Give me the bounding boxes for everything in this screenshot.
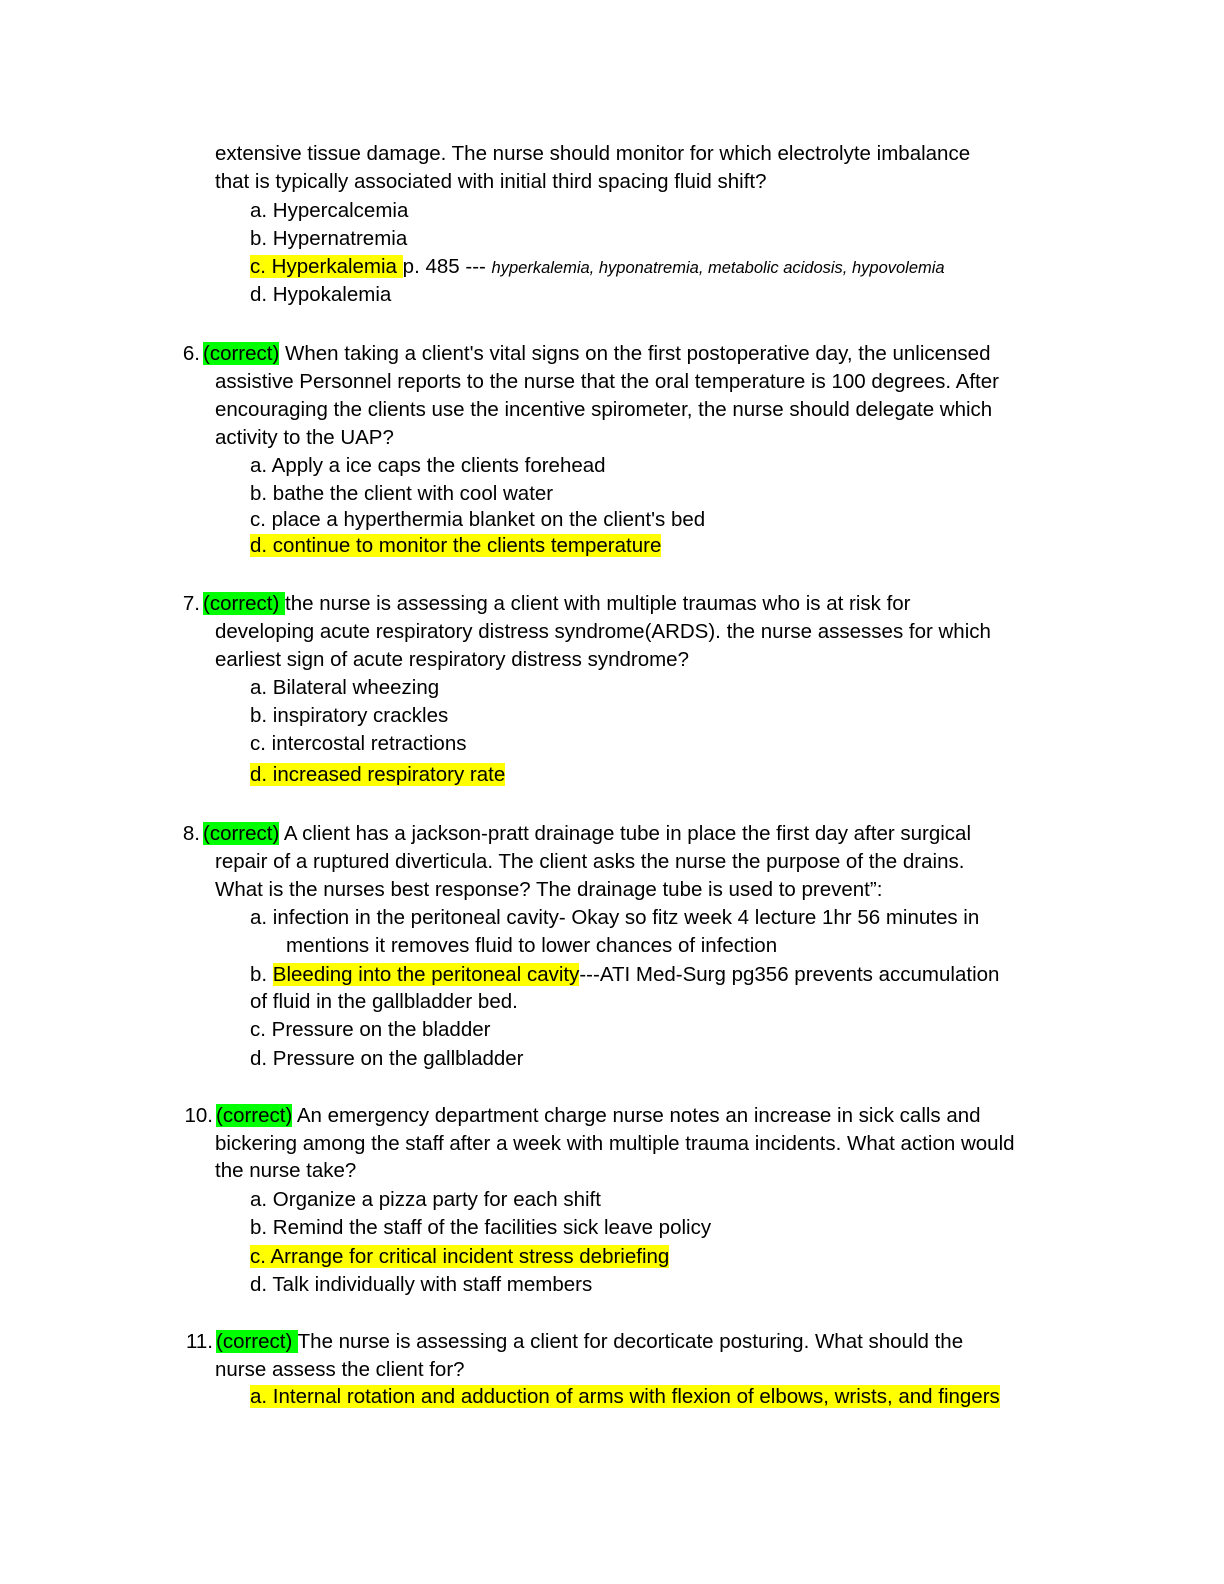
q11-number: 11. (186, 1330, 213, 1353)
q6-option-d (250, 532, 661, 560)
q10-correct-tag: (correct) (216, 1104, 293, 1127)
q6-answer-highlight: d. continue to monitor the clients temperature (250, 534, 662, 557)
q6-text-line-2: assistive Personnel reports to the nurse that the oral temperature is 100 degrees. After (215, 370, 999, 393)
q7-text-line-1 (203, 590, 911, 618)
q10-option-d: d. Talk individually with staff members (250, 1273, 593, 1296)
q5-option-c-note-italic: hyperkalemia, hyponatremia, metabolic acidosis, hypovolemia (491, 259, 945, 277)
q10-text-line-1-body: An emergency department charge nurse notes an increase in sick calls and (292, 1104, 981, 1127)
q11-text-line-1-body: The nurse is assessing a client for decorticate posturing. What should the (297, 1330, 964, 1353)
q6-option-b: b. bathe the client with cool water (250, 482, 554, 505)
q8-answer-highlight: Bleeding into the peritoneal cavity (272, 963, 580, 986)
q5-option-c-note: p. 485 --- (402, 255, 492, 278)
q8-text-line-2: repair of a ruptured diverticula. The client asks the nurse the purpose of the drains. (215, 850, 965, 873)
q10-text-line-3: the nurse take? (215, 1159, 357, 1182)
q8-option-b-note-continued: of fluid in the gallbladder bed. (250, 990, 518, 1013)
q6-text-line-1-body: When taking a client's vital signs on the first postoperative day, the unlicensed (279, 342, 991, 365)
q10-text-line-1 (216, 1102, 981, 1130)
q7-option-c: c. intercostal retractions (250, 732, 467, 755)
q6-text-line-1 (203, 340, 991, 368)
q8-option-b (250, 961, 999, 989)
q10-option-c (250, 1243, 669, 1271)
q7-text-line-1-body: the nurse is assessing a client with multiple traumas who is at risk for (285, 592, 911, 615)
q5-text-line-2: that is typically associated with initial third spacing fluid shift? (215, 170, 767, 193)
q10-option-b: b. Remind the staff of the facilities sick leave policy (250, 1216, 712, 1239)
q7-number: 7. (182, 592, 200, 615)
q8-number: 8. (182, 822, 200, 845)
q8-option-c: c. Pressure on the bladder (250, 1018, 491, 1041)
q11-text-line-2: nurse assess the client for? (215, 1358, 465, 1381)
q6-option-a: a. Apply a ice caps the clients forehead (250, 454, 606, 477)
q5-option-c (250, 253, 945, 282)
q7-text-line-2: developing acute respiratory distress syndrome(ARDS). the nurse assesses for which (215, 620, 991, 643)
q5-option-d: d. Hypokalemia (250, 283, 392, 306)
q11-correct-tag: (correct) (216, 1330, 298, 1353)
q10-text-line-2: bickering among the staff after a week with multiple trauma incidents. What action would (215, 1132, 1015, 1155)
q6-number: 6. (182, 342, 200, 365)
q6-option-c: c. place a hyperthermia blanket on the client's bed (250, 508, 706, 531)
q5-text-line-1: extensive tissue damage. The nurse should monitor for which electrolyte imbalance (215, 142, 971, 165)
q8-option-a-continued: mentions it removes fluid to lower chances of infection (286, 934, 778, 957)
q8-text-line-3: What is the nurses best response? The drainage tube is used to prevent”: (215, 878, 883, 901)
q6-correct-tag: (correct) (203, 342, 280, 365)
q10-option-a: a. Organize a pizza party for each shift (250, 1188, 601, 1211)
q7-option-b: b. inspiratory crackles (250, 704, 449, 727)
q8-option-d: d. Pressure on the gallbladder (250, 1047, 524, 1070)
q8-text-line-1 (203, 820, 971, 848)
q11-answer-highlight: a. Internal rotation and adduction of arms with flexion of elbows, wrists, and fingers (250, 1385, 1000, 1408)
q7-option-a: a. Bilateral wheezing (250, 676, 440, 699)
q7-option-d (250, 761, 505, 789)
q5-option-a: a. Hypercalcemia (250, 199, 409, 222)
q8-option-b-note: ---ATI Med-Surg pg356 prevents accumulation (579, 963, 1000, 986)
q8-correct-tag: (correct) (203, 822, 280, 845)
q11-option-a (250, 1383, 1000, 1411)
q5-option-b: b. Hypernatremia (250, 227, 408, 250)
q6-text-line-3: encouraging the clients use the incentive spirometer, the nurse should delegate which (215, 398, 993, 421)
q10-number: 10. (184, 1104, 213, 1127)
q8-option-b-prefix: b. (250, 963, 273, 986)
q8-text-line-1-body: A client has a jackson-pratt drainage tube in place the first day after surgical (279, 822, 972, 845)
q6-text-line-4: activity to the UAP? (215, 426, 394, 449)
q8-option-a: a. infection in the peritoneal cavity- Okay so fitz week 4 lecture 1hr 56 minutes in (250, 906, 980, 929)
q11-text-line-1 (216, 1328, 963, 1356)
q5-answer-highlight: c. Hyperkalemia (250, 255, 403, 278)
q7-text-line-3: earliest sign of acute respiratory distress syndrome? (215, 648, 689, 671)
q7-correct-tag: (correct) (203, 592, 285, 615)
q10-answer-highlight: c. Arrange for critical incident stress debriefing (250, 1245, 670, 1268)
q7-answer-highlight: d. increased respiratory rate (250, 763, 506, 786)
